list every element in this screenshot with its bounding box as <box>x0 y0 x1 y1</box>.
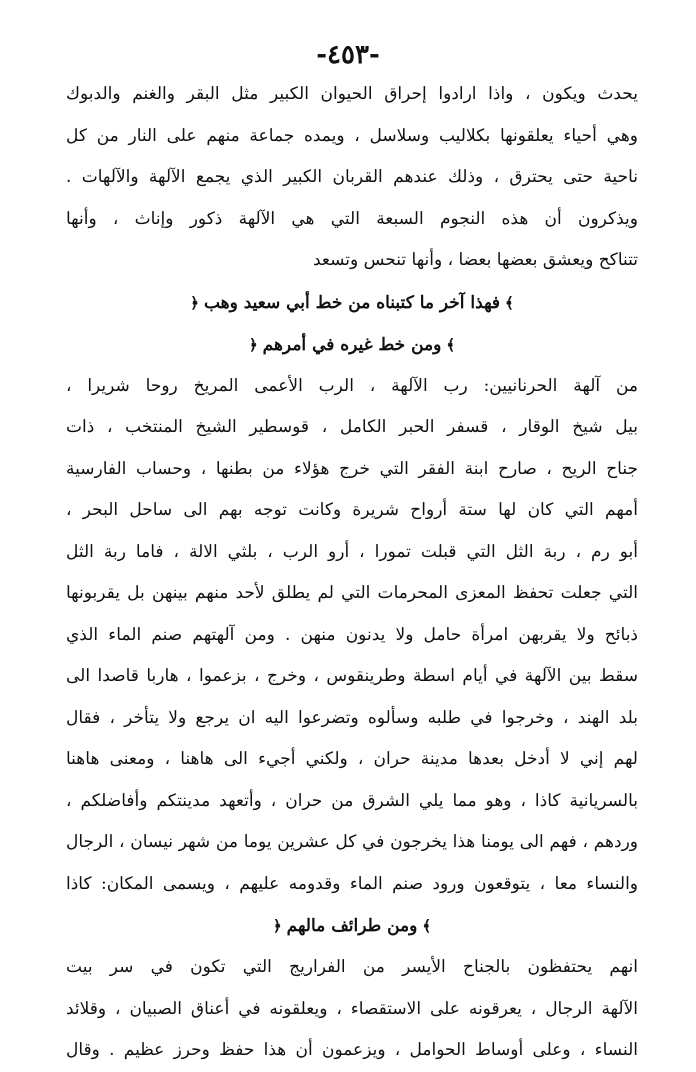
text-line: بالسريانية كاذا ، وهو مما يلي الشرق من حران ، وأتعهد مدينتكم وأفاضلكم ، <box>66 790 638 811</box>
text-line: جناح الريح ، صارح ابنة الفقر التي خرج هؤلاء من بطنها ، وحساب الفارسية <box>66 458 638 479</box>
page-number: -٤٥٣- <box>316 40 380 70</box>
ornament-right-icon: ﴾ <box>422 917 432 935</box>
text-line: سقط بين الآلهة في أيام اسطة وطرينقوس ، وخرج ، بزعموا ، هاربا قاصدا الى <box>66 666 638 686</box>
text-line: تتناكح ويعشق بعضها بعضا ، وأنها تنحس وتسعد <box>312 250 638 270</box>
text-line: انهم يحتفظون بالجناح الأيسر من الفراريج التي تكون في سر بيت <box>66 957 638 977</box>
text-line: التي جعلت تحفظ المعزى المحرمات التي لم يطلق لأحد منهم بينهن بل يقربونها <box>66 583 638 603</box>
text-line: وردهم ، فهم الى يومنا هذا يخرجون في كل عشرين يوما من شهر نيسان ، الرجال <box>66 832 638 852</box>
text-line: بلد الهند ، وخرجوا في طلبه وسألوه وتضرعوا اليه ان يرجع ولا يتأخر ، فقال <box>66 707 638 728</box>
text-line: ذبائح ولا يقربهن امرأة حامل ولا يدنون منهن . ومن آلهتهم صنم الماء الذي <box>66 624 638 645</box>
text-line: والنساء معا ، يتوقعون ورود صنم الماء وقدومه عليهم ، ويسمى المكان: كاذا <box>66 873 638 894</box>
text-line: أمهم التي كان لها ستة أرواح شريرة وكانت توجه بهم الى ساحل البحر ، <box>66 500 638 520</box>
heading-text: فهذا آخر ما كتبناه من خط أبي سعيد وهب <box>203 292 501 313</box>
text-line: أبو رم ، ربة الثل التي قبلت تمورا ، أرو الرب ، بلثي الالة ، فاما ربة الثل <box>66 541 638 562</box>
heading-text: ومن طرائف مالهم <box>286 916 418 936</box>
ornament-left-icon: ﴿ <box>248 335 258 354</box>
text-line: لهم إني لا أدخل بعدها مدينة حران ، ولكني أجيء الى هاهنا ، ومعنى هاهنا <box>66 749 638 769</box>
text-line: من آلهة الحرنانيين: رب الآلهة ، الرب الأعمى المريخ روحا شريرا ، <box>66 375 638 396</box>
text-line: ويذكرون أن هذه النجوم السبعة التي هي الآلهة ذكور وإناث ، وأنها <box>66 208 638 229</box>
text-line: ناحية حتى يحترق ، وذلك عندهم القربان الكبير الذي يجمع الآلهة والآلهات . <box>66 167 638 187</box>
ornament-left-icon: ﴿ <box>190 293 199 312</box>
section-heading <box>66 905 638 947</box>
page-body <box>66 74 638 1072</box>
text-line: بيل شيخ الوقار ، قسفر الحبر الكامل ، قوسطير الشيخ المنتخب ، ذات <box>66 417 638 437</box>
ornament-right-icon: ﴾ <box>446 335 456 354</box>
section-heading <box>66 324 638 366</box>
text-line: يحدث ويكون ، واذا ارادوا إحراق الحيوان الكبير مثل البقر والغنم والدبوك <box>66 84 638 104</box>
text-line: الآلهة الرجال ، يعرقونه على الاستقصاء ، ويعلقونه في أعناق الصبيان ، وقلائد <box>66 998 638 1019</box>
ornament-right-icon: ﴾ <box>505 293 514 312</box>
ornament-left-icon: ﴿ <box>272 917 282 935</box>
section-heading <box>66 282 638 324</box>
heading-text: ومن خط غيره في أمرهم <box>262 334 442 355</box>
text-line: وهي أحياء يعلقونها بكلاليب وسلاسل ، ويمده جماعة منهم على النار من كل <box>66 125 638 146</box>
text-line: النساء ، وعلى أوساط الحوامل ، ويزعمون أن هذا حفظ وحرز عظيم . وقال <box>66 1040 638 1060</box>
